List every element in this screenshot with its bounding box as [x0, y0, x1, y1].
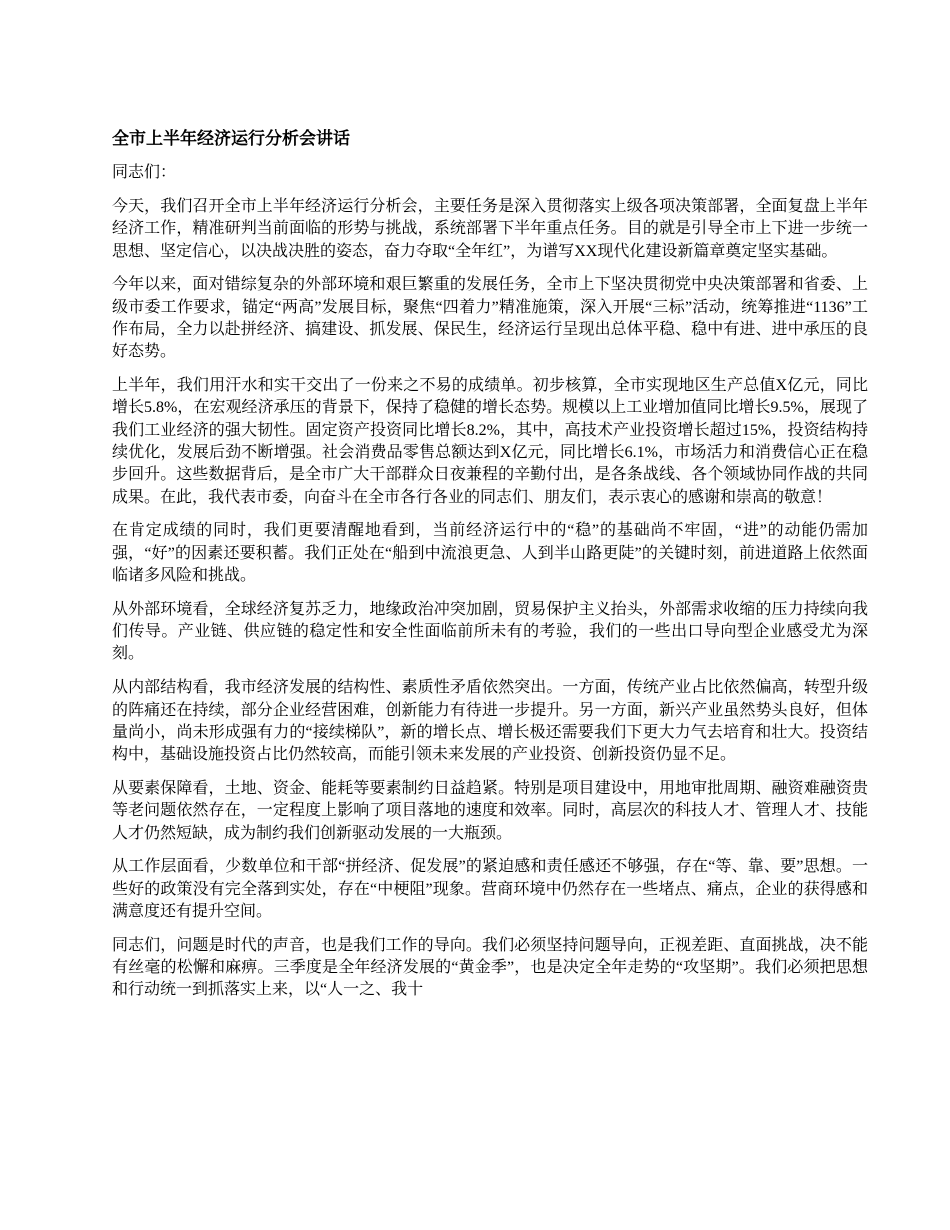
paragraph-8: 从工作层面看，少数单位和干部“拼经济、促发展”的紧迫感和责任感还不够强，存在“等、靠、要”思想。一些好的政策没有完全落到实处，存在“中梗阻”现象。营商环境中仍然存在一些堵点、痛点，企业的获得感和满意度还有提升空间。: [112, 858, 868, 920]
document-page: [112, 128, 868, 1002]
salutation: 同志们：: [112, 164, 177, 182]
paragraph-6: 从内部结构看，我市经济发展的结构性、素质性矛盾依然突出。一方面，传统产业占比依然偏高，转型升级的阵痛还在持续，部分企业经营困难，创新能力有待进一步提升。另一方面，新兴产业虽然势头良好，但体量尚小，尚未形成强有力的“接续梯队”，新的增长点、增长极还需要我们下更大力气去培育和壮大。投资结构中，基础设施投资占比仍然较高，而能引领未来发展的产业投资、创新投资仍显不足。: [112, 679, 868, 764]
paragraph-2: 今年以来，面对错综复杂的外部环境和艰巨繁重的发展任务，全市上下坚决贯彻党中央决策部署和省委、上级市委工作要求，锚定“两高”发展目标，聚焦“四着力”精准施策，深入开展“三标”活动，统筹推进“1136”工作布局，全力以赴拼经济、搞建设、抓发展、保民生，经济运行呈现出总体平稳、稳中有进、进中承压的良好态势。: [112, 276, 868, 361]
paragraph-9: 同志们，问题是时代的声音，也是我们工作的导向。我们必须坚持问题导向，正视差距、直面挑战，决不能有丝毫的松懈和麻痹。三季度是全年经济发展的“黄金季”，也是决定全年走势的“攻坚期”。我们必须把思想和行动统一到抓落实上来，以“人一之、我十: [112, 936, 868, 999]
paragraph-3: 上半年，我们用汗水和实干交出了一份来之不易的成绩单。初步核算，全市实现地区生产总值X亿元，同比增长5.8%，在宏观经济承压的背景下，保持了稳健的增长态势。规模以上工业增加值同比增长9.5%，展现了我们工业经济的强大韧性。固定资产投资同比增长8.2%，其中，高技术产业投资增长超过15%，投资结构持续优化，发展后劲不断增强。社会消费品零售总额达到X亿元，同比增长6.1%，市场活力和消费信心正在稳步回升。这些数据背后，是全市广大干部群众日夜兼程的辛勤付出，是各条战线、各个领域协同作战的共同成果。在此，我代表市委，向奋斗在全市各行各业的同志们、朋友们，表示衷心的感谢和崇高的敬意！: [112, 377, 868, 506]
paragraph-4: 在肯定成绩的同时，我们更要清醒地看到，当前经济运行中的“稳”的基础尚不牢固，“进”的动能仍需加强，“好”的因素还要积蓄。我们正处在“船到中流浪更急、人到半山路更陡”的关键时刻，前进道路上依然面临诸多风险和挑战。: [112, 522, 868, 585]
paragraph-1: 今天，我们召开全市上半年经济运行分析会，主要任务是深入贯彻落实上级各项决策部署，全面复盘上半年经济工作，精准研判当前面临的形势与挑战，系统部署下半年重点任务。目的就是引导全市上下进一步统一思想、坚定信心，以决战决胜的姿态，奋力夺取“全年红”，为谱写XX现代化建设新篇章奠定坚实基础。: [112, 198, 868, 260]
document-title: 全市上半年经济运行分析会讲话: [112, 129, 350, 148]
paragraph-7: 从要素保障看，土地、资金、能耗等要素制约日益趋紧。特别是项目建设中，用地审批周期、融资难融资贵等老问题依然存在，一定程度上影响了项目落地的速度和效率。同时，高层次的科技人才、管理人才、技能人才仍然短缺，成为制约我们创新驱动发展的一大瓶颈。: [112, 779, 868, 842]
paragraph-5: 从外部环境看，全球经济复苏乏力，地缘政治冲突加剧，贸易保护主义抬头，外部需求收缩的压力持续向我们传导。产业链、供应链的稳定性和安全性面临前所未有的考验，我们的一些出口导向型企业感受尤为深刻。: [112, 600, 868, 663]
